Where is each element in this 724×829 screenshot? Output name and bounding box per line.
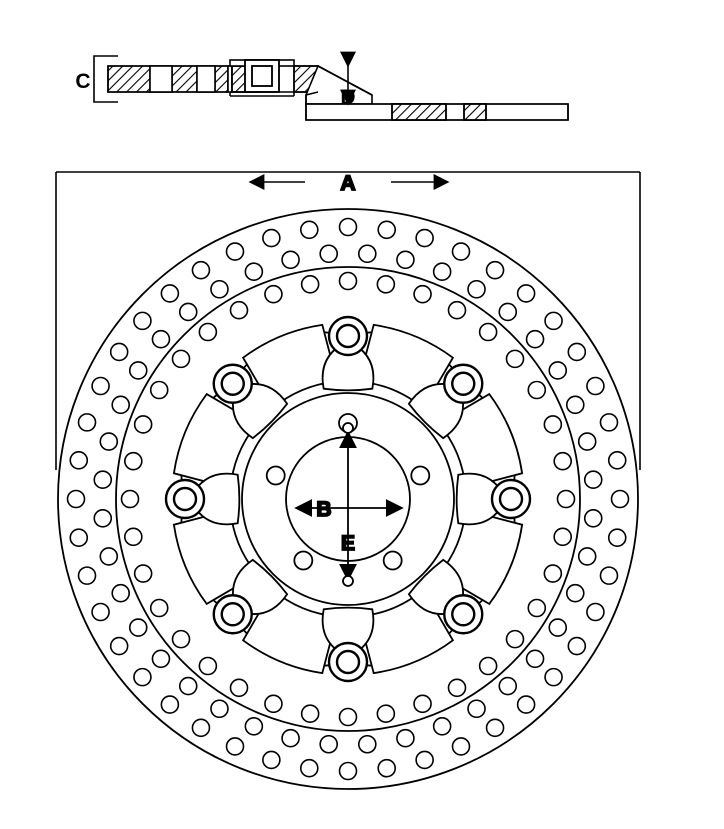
label-b: B	[316, 498, 332, 521]
section-transition	[306, 66, 372, 104]
section-left-blade	[108, 66, 228, 92]
label-c: C	[75, 70, 91, 93]
section-view	[94, 56, 568, 120]
front-view	[56, 172, 640, 789]
label-a: A	[340, 172, 356, 195]
label-d: D	[340, 86, 356, 109]
label-e: E	[340, 532, 356, 555]
